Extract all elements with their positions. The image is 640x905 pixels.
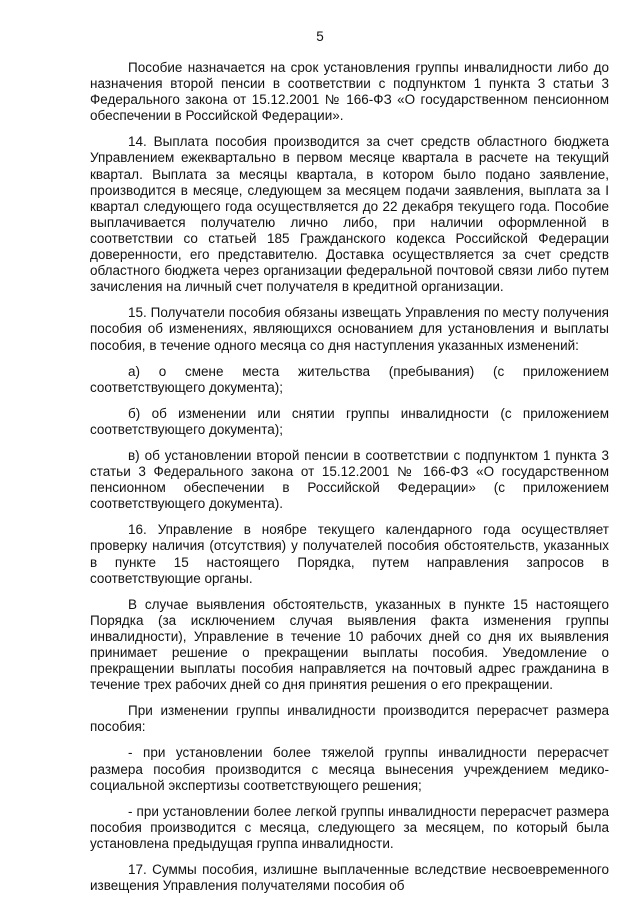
page-number: 5 (316, 29, 324, 44)
document-body (90, 60, 609, 894)
paragraph-clause-16: 16. Управление в ноябре текущего календарного года осуществляет проверку наличия (отсутствия) у получателей пособия обстоятельств, указанных в пункте 15 настоящего Порядка, путем направления запросов в соответствующие органы. (90, 522, 609, 586)
paragraph-termination: В случае выявления обстоятельств, указанных в пункте 15 настоящего Порядка (за исключением случая выявления факта изменения группы инвалидности), Управление в течение 10 рабочих дней со дня их выявления принимает решение о прекращении выплаты пособия. Уведомление о прекращении выплаты пособия направляется на почтовый адрес гражданина в течение трех рабочих дней со дня принятия решения о его прекращении. (90, 596, 609, 693)
paragraph-clause-14: 14. Выплата пособия производится за счет средств областного бюджета Управлением ежеквартально в первом месяце квартала в расчете на текущий квартал. Выплата за месяцы квартала, в котором было подано заявление, производится в месяце, следующем за месяцем подачи заявления, выплата за I квартал следующего года осуществляется до 22 декабря текущего года. Пособие выплачивается получателю лично либо, при наличии оформленной в соответствии со статьей 185 Гражданского кодекса Российской Федерации доверенности, его представителю. Доставка осуществляется за счет средств областного бюджета через организации федеральной почтовой связи либо путем зачисления на личный счет получателя в кредитной организации. (90, 134, 609, 295)
paragraph-pension-term: Пособие назначается на срок установления группы инвалидности либо до назначения второй пенсии в соответствии с подпунктом 1 пункта 3 статьи 3 Федерального закона от 15.12.2001 № 166-ФЗ «О государственном пенсионном обеспечении в Российской Федерации». (90, 60, 609, 124)
paragraph-clause-17: 17. Суммы пособия, излишне выплаченные вследствие несвоевременного извещения Управления получателями пособия об (90, 862, 609, 894)
paragraph-item-b: б) об изменении или снятии группы инвалидности (с приложением соответствующего документа); (90, 405, 609, 437)
paragraph-recalculation: При изменении группы инвалидности производится перерасчет размера пособия: (90, 703, 609, 735)
paragraph-item-v: в) об установлении второй пенсии в соответствии с подпунктом 1 пункта 3 статьи 3 Федерального закона от 15.12.2001 № 166-ФЗ «О государственном пенсионном обеспечении в Российской Федерации» (с приложением соответствующего документа). (90, 447, 609, 512)
paragraph-heavier-group: - при установлении более тяжелой группы инвалидности перерасчет размера пособия производится с месяца вынесения учреждением медико-социальной экспертизы соответствующего решения; (90, 745, 609, 793)
paragraph-item-a: а) о смене места жительства (пребывания) (с приложением соответствующего документа); (90, 363, 609, 395)
paragraph-clause-15: 15. Получатели пособия обязаны извещать Управления по месту получения пособия об изменениях, являющихся основанием для установления и выплаты пособия, в течение одного месяца со дня наступления указанных изменений: (90, 305, 609, 353)
paragraph-lighter-group: - при установлении более легкой группы инвалидности перерасчет размера пособия производится с месяца, следующего за месяцем, по который была установлена предыдущая группа инвалидности. (90, 803, 609, 851)
